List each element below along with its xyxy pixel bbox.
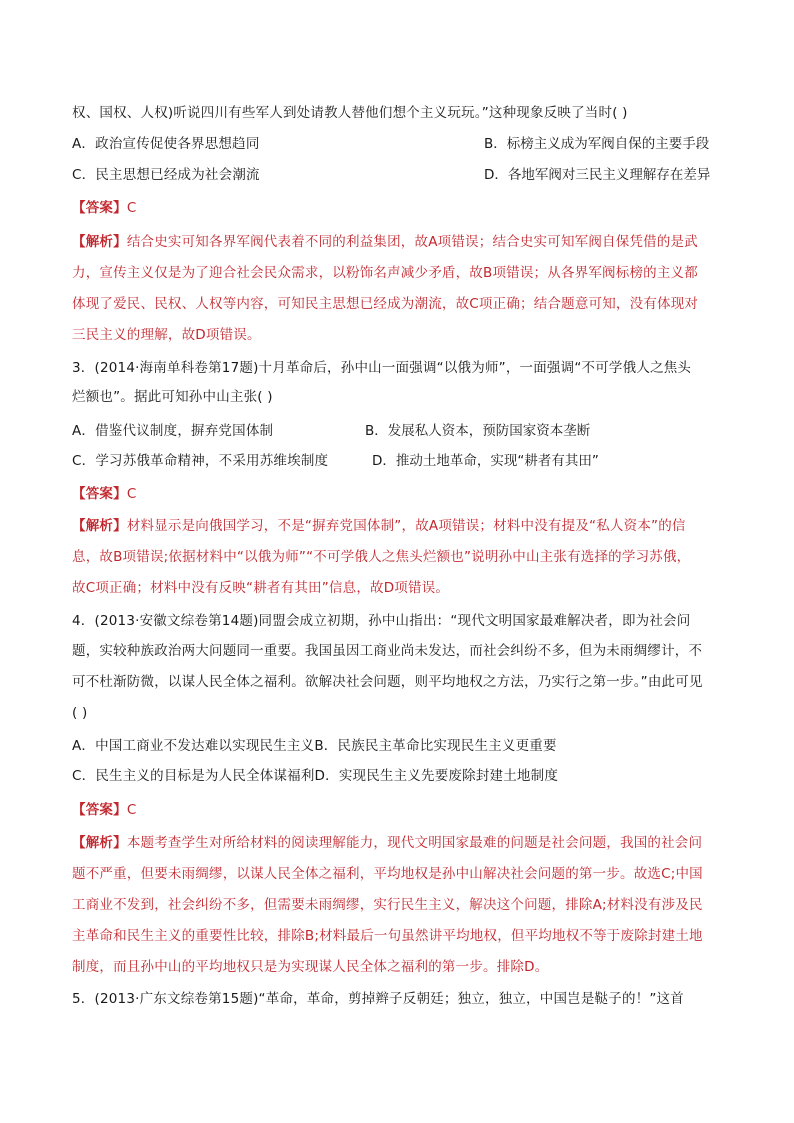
- q4-answer-label: 【答案】: [72, 802, 127, 818]
- q2-analysis-line-4: 三民主义的理解，故D项错误。: [72, 327, 261, 343]
- q4-stem-line-2: 题，实较种族政治两大问题同一重要。我国虽因工商业尚未发达，而社会纠纷不多，但为未雨绸缪计，不: [72, 643, 703, 659]
- q4-stem-line-1: 4．(2013·安徽文综卷第14题)同盟会成立初期，孙中山指出：“现代文明国家最难解决者，即为社会问: [72, 613, 691, 629]
- q4-analysis-label: 【解析】: [72, 835, 127, 851]
- q3-answer-value: C: [126, 486, 137, 502]
- q4-answer-row: [72, 801, 136, 819]
- q2-option-c: C．民主思想已经成为社会潮流: [72, 167, 260, 183]
- q2-answer-row: [72, 199, 136, 217]
- q4-stem-line-3: 可不杜渐防微，以谋人民全体之福利。欲解决社会问题，则平均地权之方法，乃实行之第一步。”由此可见: [72, 674, 703, 690]
- q3-analysis-line-3: 故C项正确；材料中没有反映“耕者有其田”信息，故D项错误。: [72, 580, 450, 596]
- q2-stem-line: 权、国权、人权)听说四川有些军人到处请教人替他们想个主义玩玩。”这种现象反映了当时( ): [72, 105, 628, 121]
- q3-stem-line-1: 3．(2014·海南单科卷第17题)十月革命后，孙中山一面强调“以俄为师”，一面强调“不可学俄人之焦头: [72, 360, 692, 376]
- q3-analysis-line-2: 息，故B项错误;依据材料中“以俄为师”“不可学俄人之焦头烂额也”说明孙中山主张有选择的学习苏俄，: [72, 549, 691, 565]
- q2-option-d: D．各地军阀对三民主义理解存在差异: [484, 167, 711, 183]
- q4-answer-value: C: [126, 802, 137, 818]
- q4-analysis-line-3: 工商业不发到，社会纠纷不多，但需要未雨绸缪，实行民生主义，解决这个问题，排除A;材料没有涉及民: [72, 897, 703, 913]
- q5-stem-line-1: 5．(2013·广东文综卷第15题)“革命，革命，剪掉辫子反朝廷；独立，独立，中国岂是鞑子的！”这首: [72, 991, 684, 1007]
- q4-stem-line-4: ( ): [72, 705, 88, 721]
- q3-stem-line-2: 烂额也”。据此可知孙中山主张( ): [72, 389, 273, 405]
- q4-analysis-line-1: 【解析】本题考查学生对所给材料的阅读理解能力，现代文明国家最难的问题是社会问题，我国的社会问: [72, 835, 703, 851]
- q3-option-c: C．学习苏俄革命精神，不采用苏维埃制度: [72, 453, 329, 469]
- q4-analysis-line-5: 制度，而且孙中山的平均地权只是为实现谋人民全体之福利的第一步。排除D。: [72, 959, 549, 975]
- q2-answer-value: C: [126, 200, 137, 216]
- q2-analysis-line-2: 力，宣传主义仅是为了迎合社会民众需求，以粉饰名声减少矛盾，故B项错误；从各界军阀标榜的主义都: [72, 265, 698, 281]
- q4-options-ab: A．中国工商业不发达难以实现民生主义B．民族民主革命比实现民生主义更重要: [72, 738, 557, 754]
- q3-option-d: D．推动土地革命，实现“耕者有其田”: [372, 453, 599, 469]
- q4-analysis-line-4: 主革命和民生主义的重要性比较，排除B;材料最后一句虽然讲平均地权，但平均地权不等于废除封建土地: [72, 928, 703, 944]
- q3-option-b: B．发展私人资本，预防国家资本垄断: [365, 423, 591, 439]
- q4-analysis-line-2: 题不严重，但要未雨绸缪，以谋人民全体之福利，平均地权是孙中山解决社会问题的第一步。故选C;中国: [72, 866, 703, 882]
- q2-option-a: A．政治宣传促使各界思想趋同: [72, 136, 260, 152]
- q3-analysis-line-1: 【解析】材料显示是向俄国学习，不是“摒弃党国体制”，故A项错误；材料中没有提及“私人资本”的信: [72, 518, 686, 534]
- q4-options-cd: C．民生主义的目标是为人民全体谋福利D．实现民生主义先要废除封建土地制度: [72, 768, 559, 784]
- q2-analysis-line-1: 【解析】结合史实可知各界军阀代表着不同的利益集团，故A项错误；结合史实可知军阀自保凭借的是武: [72, 234, 698, 250]
- q2-analysis-label: 【解析】: [72, 234, 127, 250]
- q3-option-a: A．借鉴代议制度，摒弃党国体制: [72, 423, 274, 439]
- q3-answer-row: [72, 485, 136, 503]
- q2-answer-label: 【答案】: [72, 200, 127, 216]
- q2-option-b: B．标榜主义成为军阀自保的主要手段: [484, 136, 710, 152]
- q2-analysis-line-3: 体现了爱民、民权、人权等内容，可知民主思想已经成为潮流，故C项正确；结合题意可知，没有体现对: [72, 296, 699, 312]
- q3-analysis-label: 【解析】: [72, 518, 127, 534]
- q3-answer-label: 【答案】: [72, 486, 127, 502]
